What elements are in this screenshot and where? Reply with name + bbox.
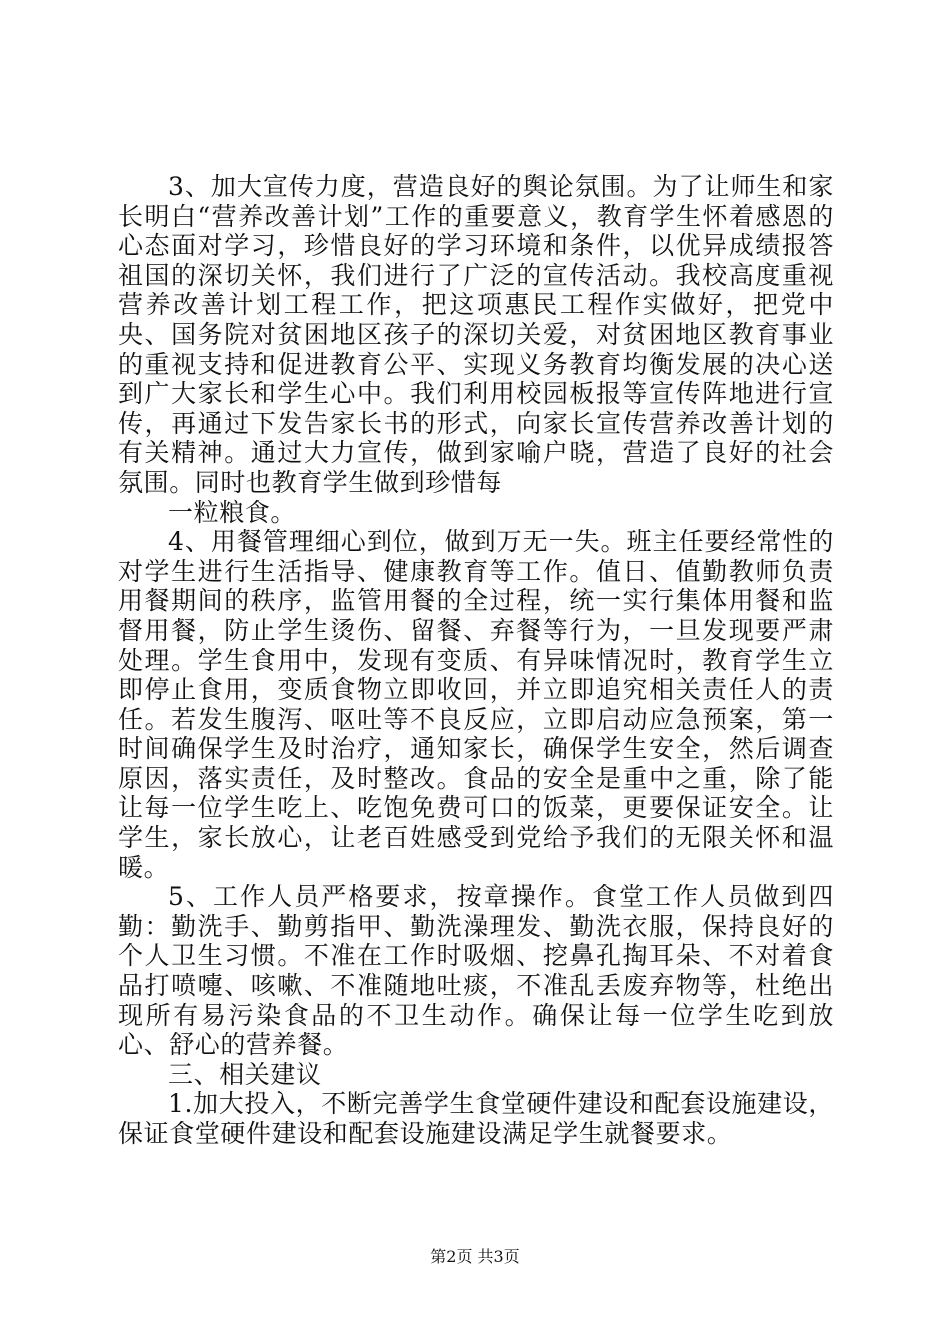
paragraph-staff-requirements: 5、工作人员严格要求，按章操作。食堂工作人员做到四勤：勤洗手、勤剪指甲、勤洗澡理发、勤洗衣服，保持良好的个人卫生习惯。不准在工作时吸烟、挖鼻孔掏耳朵、不对着食品打喷嚏、咳嗽、不准随地吐痰，不准乱丢废弃物等，杜绝出现所有易污染食品的不卫生动作。确保让每一位学生吃到放心、舒心的营养餐。 — [118, 882, 834, 1060]
section-heading-suggestions: 三、相关建议 — [168, 1059, 322, 1089]
paragraph-publicity: 3、加大宣传力度，营造良好的舆论氛围。为了让师生和家长明白“营养改善计划”工作的重要意义，教育学生怀着感恩的心态面对学习，珍惜良好的学习环境和条件，以优异成绩报答祖国的深切关怀，我们进行了广泛的宣传活动。我校高度重视营养改善计划工程工作，把这项惠民工程作实做好，把党中央、国务院对贫困地区孩子的深切关爱，对贫困地区教育事业的重视支持和促进教育公平、实现义务教育均衡发展的决心送到广大家长和学生心中。我们利用校园板报等宣传阵地进行宣传，再通过下发告家长书的形式，向家长宣传营养改善计划的有关精神。通过大力宣传，做到家喻户晓，营造了良好的社会氛围。同时也教育学生做到珍惜每 — [118, 172, 834, 497]
paragraph-continuation: 一粒粮食。 — [168, 497, 297, 527]
paragraph-meal-management: 4、用餐管理细心到位，做到万无一失。班主任要经常性的对学生进行生活指导、健康教育等工作。值日、值勤教师负责用餐期间的秩序，监管用餐的全过程，统一实行集体用餐和监督用餐，防止学生烫伤、留餐、弃餐等行为，一旦发现要严肃处理。学生食用中，发现有变质、有异味情况时，教育学生立即停止食用，变质食物立即收回，并立即追究相关责任人的责任。若发生腹泻、呕吐等不良反应，立即启动应急预案，第一时间确保学生及时治疗，通知家长，确保学生安全，然后调查原因，落实责任，及时整改。食品的安全是重中之重，除了能让每一位学生吃上、吃饱免费可口的饭菜，更要保证安全。让学生，家长放心，让老百姓感受到党给予我们的无限关怀和温暖。 — [118, 527, 834, 882]
paragraph-suggestion-1: 1.加大投入，不断完善学生食堂硬件建设和配套设施建设，保证食堂硬件建设和配套设施建设满足学生就餐要求。 — [118, 1089, 834, 1148]
page-number-footer: 第2页 共3页 — [430, 1247, 520, 1266]
document-body — [118, 172, 834, 1149]
